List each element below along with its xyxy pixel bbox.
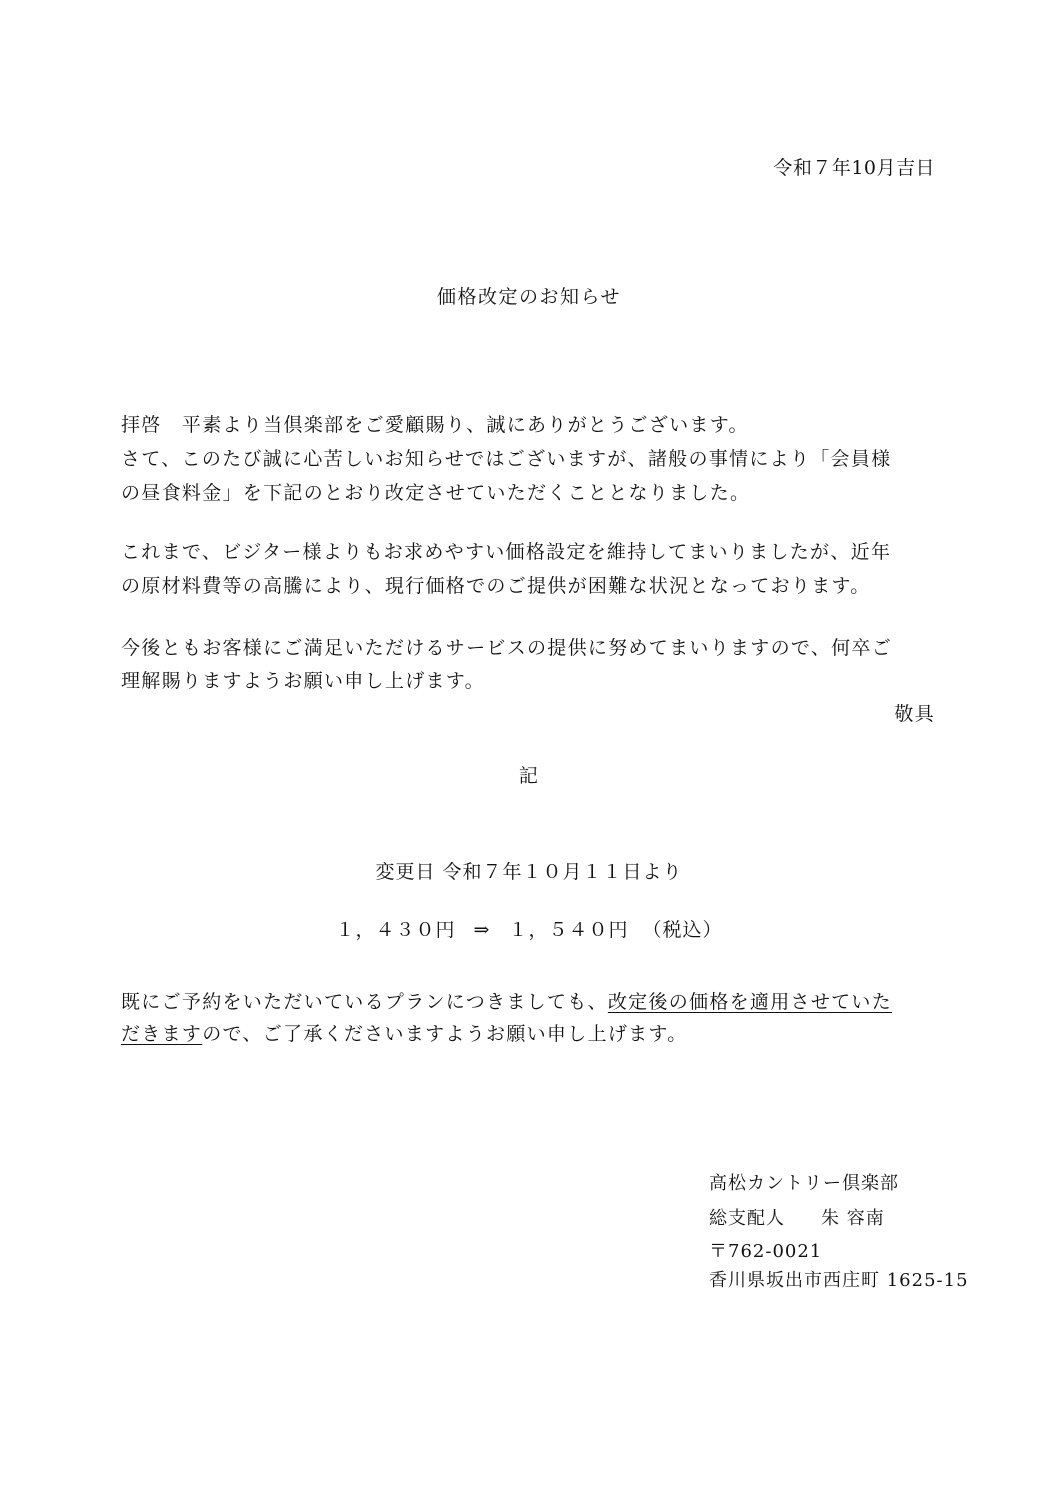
signature-role-name bbox=[709, 1207, 885, 1231]
change-date: 変更日 令和７年１０月１１日より bbox=[375, 861, 683, 883]
signature-org: 高松カントリー倶楽部 bbox=[709, 1173, 899, 1194]
signature-postal: 〒762-0021 bbox=[709, 1241, 823, 1262]
note-line bbox=[121, 1022, 688, 1046]
body-line: の昼食料金」を下記のとおり改定させていただくこととなりました。 bbox=[121, 482, 751, 504]
note-text: 既にご予約をいただいているプランにつきましても、 bbox=[121, 991, 608, 1013]
note-underlined-text: だきます bbox=[121, 1023, 203, 1045]
arrow-icon: ⇒ bbox=[473, 919, 491, 941]
ki-heading: 記 bbox=[518, 765, 540, 787]
body-line: さて、このたび誠に心苦しいお知らせではございますが、諸般の事情により「会員様 bbox=[121, 448, 892, 470]
note-underlined-text: 改定後の価格を適用させていた bbox=[607, 991, 893, 1013]
signature-address: 香川県坂出市西庄町 1625-15 bbox=[709, 1270, 969, 1291]
letter-title: 価格改定のお知らせ bbox=[437, 286, 621, 308]
note-line bbox=[121, 990, 892, 1014]
body-line: の原材料費等の高騰により、現行価格でのご提供が困難な状況となっております。 bbox=[121, 575, 871, 597]
body-line: これまで、ビジター様よりもお求めやすい価格設定を維持してまいりましたが、近年 bbox=[121, 541, 892, 563]
note-text: ので、ご了承くださいますようお願い申し上げます。 bbox=[202, 1023, 688, 1045]
signature-name: 朱 容南 bbox=[821, 1208, 885, 1229]
closing-word: 敬具 bbox=[894, 703, 935, 725]
new-price: １，５４０円 bbox=[508, 919, 629, 941]
body-line: 理解賜りますようお願い申し上げます。 bbox=[121, 670, 485, 692]
tax-note: （税込） bbox=[642, 919, 723, 941]
signature-role: 総支配人 bbox=[709, 1208, 785, 1229]
price-change bbox=[0, 918, 1058, 942]
greeting-line: 拝啓 平素より当倶楽部をご愛顧賜り、誠にありがとうございます。 bbox=[121, 414, 749, 436]
issue-date: 令和７年10月吉日 bbox=[773, 157, 935, 179]
body-line: 今後ともお客様にご満足いただけるサービスの提供に努めてまいりますので、何卒ご bbox=[121, 637, 893, 659]
old-price: １，４３０円 bbox=[335, 919, 456, 941]
